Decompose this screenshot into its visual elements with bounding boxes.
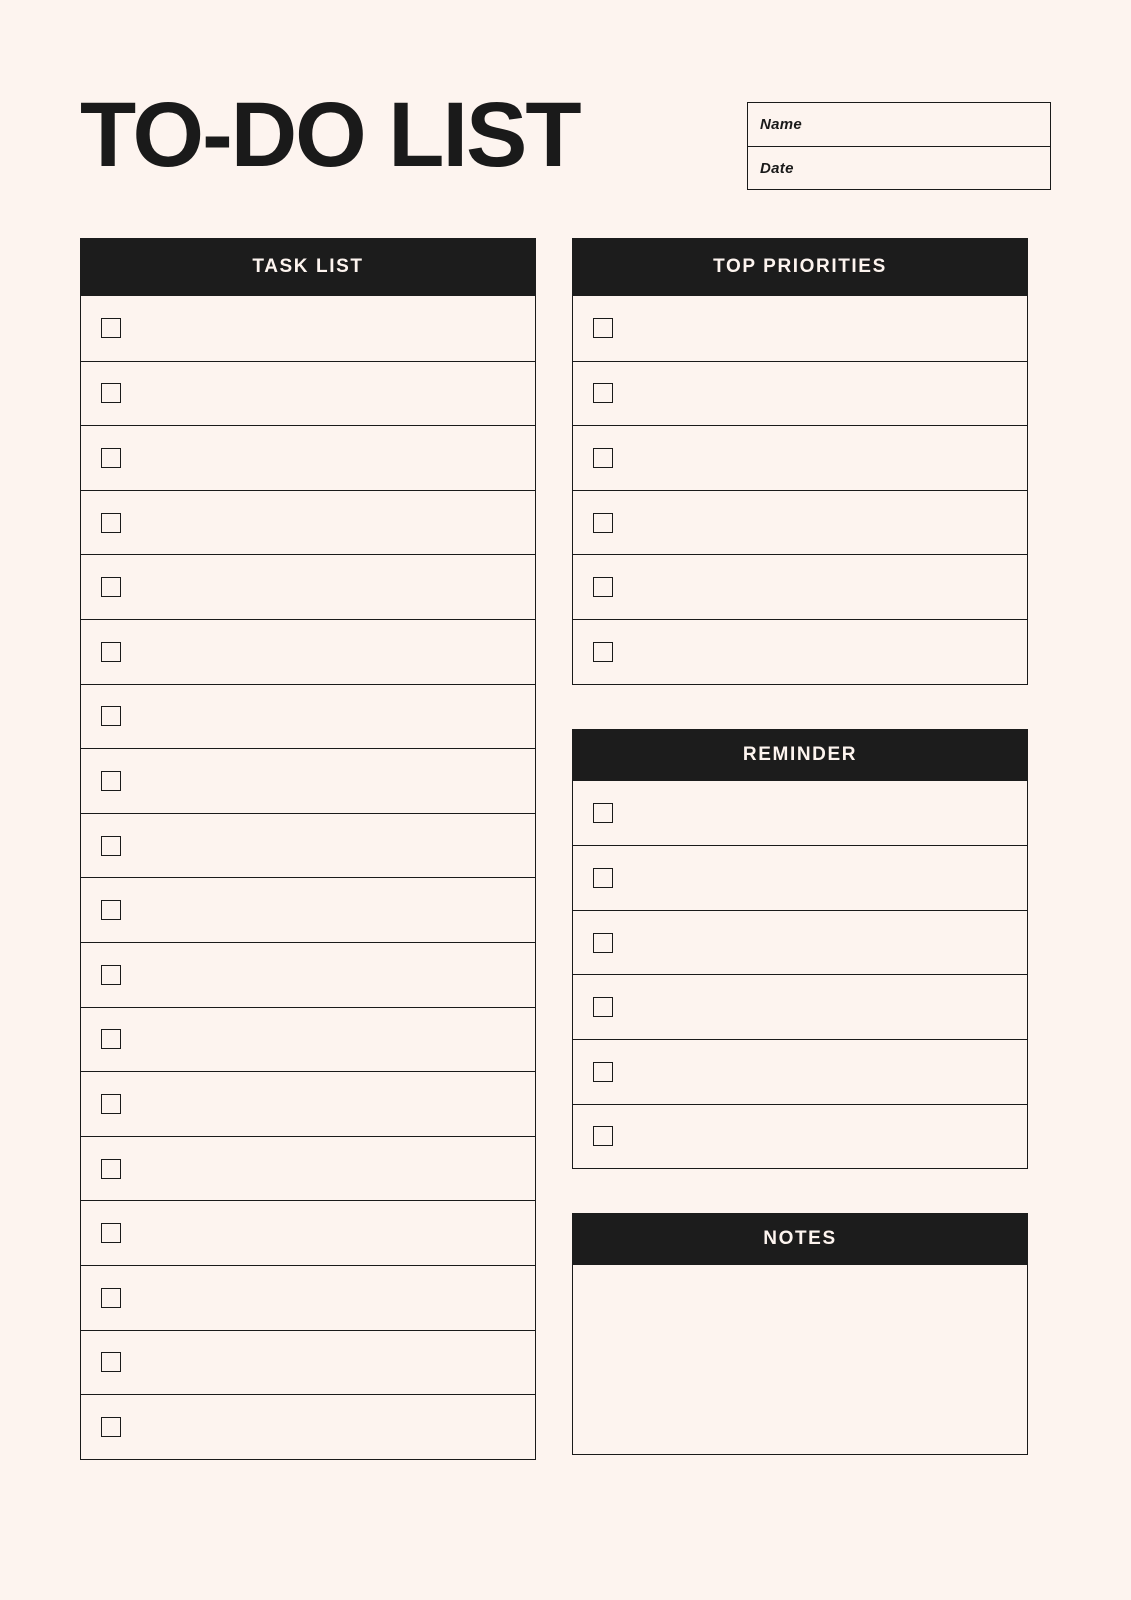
- priority-checkbox[interactable]: [593, 642, 613, 662]
- task-checkbox[interactable]: [101, 1352, 121, 1372]
- task-list-item[interactable]: [81, 1136, 535, 1201]
- task-checkbox[interactable]: [101, 577, 121, 597]
- notes-heading: NOTES: [572, 1213, 1028, 1265]
- reminder-item[interactable]: [573, 845, 1027, 910]
- reminder-heading: REMINDER: [572, 729, 1028, 781]
- top-priorities-heading: TOP PRIORITIES: [572, 238, 1028, 296]
- right-column: [572, 238, 1028, 1455]
- top-priorities-rows: [572, 296, 1028, 685]
- task-list-section: [80, 238, 536, 1460]
- reminder-checkbox[interactable]: [593, 1062, 613, 1082]
- task-list-item[interactable]: [81, 1265, 535, 1330]
- task-checkbox[interactable]: [101, 1288, 121, 1308]
- priority-checkbox[interactable]: [593, 513, 613, 533]
- task-list-item[interactable]: [81, 425, 535, 490]
- task-checkbox[interactable]: [101, 706, 121, 726]
- task-checkbox[interactable]: [101, 513, 121, 533]
- task-checkbox[interactable]: [101, 900, 121, 920]
- task-list-heading: TASK LIST: [80, 238, 536, 296]
- page-header: [80, 80, 1051, 198]
- task-list-item[interactable]: [81, 942, 535, 1007]
- reminder-item[interactable]: [573, 910, 1027, 975]
- task-checkbox[interactable]: [101, 642, 121, 662]
- notes-textarea[interactable]: [572, 1265, 1028, 1455]
- priority-item[interactable]: [573, 490, 1027, 555]
- task-list-item[interactable]: [81, 1071, 535, 1136]
- priority-checkbox[interactable]: [593, 383, 613, 403]
- task-list-item[interactable]: [81, 684, 535, 749]
- task-list-item[interactable]: [81, 748, 535, 813]
- reminder-checkbox[interactable]: [593, 1126, 613, 1146]
- priority-item[interactable]: [573, 554, 1027, 619]
- task-checkbox[interactable]: [101, 1159, 121, 1179]
- task-list-item[interactable]: [81, 1394, 535, 1459]
- task-checkbox[interactable]: [101, 448, 121, 468]
- notes-section: [572, 1213, 1028, 1455]
- date-label: Date: [760, 159, 794, 177]
- reminder-item[interactable]: [573, 781, 1027, 846]
- priority-item[interactable]: [573, 619, 1027, 684]
- reminder-rows: [572, 781, 1028, 1170]
- reminder-checkbox[interactable]: [593, 803, 613, 823]
- task-checkbox[interactable]: [101, 318, 121, 338]
- task-list-item[interactable]: [81, 877, 535, 942]
- task-list-item[interactable]: [81, 1200, 535, 1265]
- task-list-item[interactable]: [81, 490, 535, 555]
- task-checkbox[interactable]: [101, 965, 121, 985]
- reminder-item[interactable]: [573, 974, 1027, 1039]
- priority-item[interactable]: [573, 361, 1027, 426]
- task-list-item[interactable]: [81, 361, 535, 426]
- date-field-row[interactable]: [748, 146, 1050, 189]
- task-checkbox[interactable]: [101, 383, 121, 403]
- priority-item[interactable]: [573, 425, 1027, 490]
- task-checkbox[interactable]: [101, 1223, 121, 1243]
- task-list-item[interactable]: [81, 1007, 535, 1072]
- task-list-item[interactable]: [81, 296, 535, 361]
- meta-box: [747, 102, 1051, 190]
- priority-item[interactable]: [573, 296, 1027, 361]
- task-checkbox[interactable]: [101, 836, 121, 856]
- task-list-rows: [80, 296, 536, 1460]
- priority-checkbox[interactable]: [593, 577, 613, 597]
- task-list-item[interactable]: [81, 813, 535, 878]
- reminder-checkbox[interactable]: [593, 997, 613, 1017]
- name-field-row[interactable]: [748, 103, 1050, 146]
- task-checkbox[interactable]: [101, 771, 121, 791]
- task-list-item[interactable]: [81, 554, 535, 619]
- name-label: Name: [760, 116, 803, 133]
- reminder-item[interactable]: [573, 1104, 1027, 1169]
- priority-checkbox[interactable]: [593, 318, 613, 338]
- task-list-item[interactable]: [81, 619, 535, 684]
- page-title: TO-DO LIST: [80, 84, 580, 186]
- reminder-item[interactable]: [573, 1039, 1027, 1104]
- task-checkbox[interactable]: [101, 1094, 121, 1114]
- task-checkbox[interactable]: [101, 1417, 121, 1437]
- reminder-checkbox[interactable]: [593, 933, 613, 953]
- reminder-checkbox[interactable]: [593, 868, 613, 888]
- task-list-item[interactable]: [81, 1330, 535, 1395]
- top-priorities-section: [572, 238, 1028, 685]
- reminder-section: [572, 729, 1028, 1170]
- priority-checkbox[interactable]: [593, 448, 613, 468]
- task-checkbox[interactable]: [101, 1029, 121, 1049]
